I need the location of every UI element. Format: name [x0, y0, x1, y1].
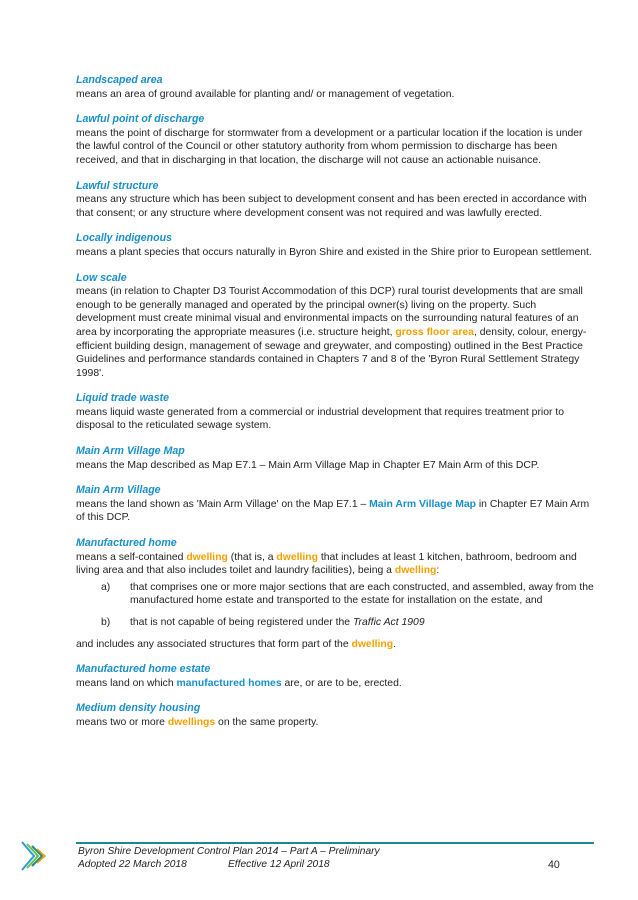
definition-entry: [76, 537, 596, 651]
definition-text: means liquid waste generated from a commercial or industrial development that requires treatment prior to disposal to the reticulated sewage system.: [76, 406, 565, 432]
list-label: b): [101, 617, 111, 628]
act-title: Traffic Act 1909: [352, 617, 425, 628]
definition-term: Manufactured home: [76, 537, 177, 550]
page-number: 40: [548, 859, 560, 871]
definition-text-part: are, or are to be, erected.: [281, 677, 402, 689]
definition-entry: [76, 663, 596, 690]
definition-entry: [76, 180, 596, 221]
definition-text: means the point of discharge for stormwater from a development or a particular location if the location is under the lawful control of the Council or other statutory authority from whom permission to discharge has been received, and that in discharging in that location, the discharge will not cause an actionable nuisance.: [76, 127, 583, 166]
definition-entry: [76, 702, 596, 729]
definition-term: Manufactured home estate: [76, 663, 211, 676]
list-text: [130, 616, 596, 630]
list-text-part: that is not capable of being registered under the: [130, 617, 353, 628]
definition-entry: [76, 113, 596, 167]
definition-text-part: on the same property.: [215, 716, 319, 728]
definition-text-part: in Chapter E7 Main Arm of this DCP.: [76, 498, 590, 524]
definition-term: Liquid trade waste: [76, 392, 170, 405]
footer-title: Byron Shire Development Control Plan 2014 – Part A – Preliminary: [78, 846, 380, 857]
definition-text: [76, 551, 596, 578]
definition-text: [76, 638, 596, 652]
definition-entry: [76, 272, 596, 381]
definition-text-part: means a self-contained: [76, 551, 187, 563]
definition-entry: [76, 484, 596, 525]
definition-text: [76, 285, 596, 380]
definition-text: means any structure which has been subject to development consent and has been erected in accordance with that consent; or any structure where development consent was not required and was lawfully erected.: [76, 194, 587, 219]
definition-text: [76, 677, 596, 691]
list-item: [76, 616, 596, 630]
footer-text: [78, 846, 578, 872]
definition-text: means the Map described as Map E7.1 – Main Arm Village Map in Chapter E7 Main Arm of this DCP.: [76, 459, 540, 471]
footer-effective: Effective 12 April 2018: [228, 858, 330, 870]
definition-text-part: and includes any associated structures that form part of the: [76, 638, 352, 650]
definition-term: Locally indigenous: [76, 232, 172, 245]
definition-term: Medium density housing: [76, 702, 201, 715]
defined-term-link[interactable]: dwelling: [276, 551, 318, 563]
definition-text-part: that includes at least 1 kitchen, bathroom, bedroom and living area and that also includes toilet and laundry facilities), being a: [76, 551, 577, 577]
list-label: a): [101, 581, 111, 593]
document-body: [76, 74, 596, 742]
definition-term: Main Arm Village Map: [76, 445, 185, 458]
footer-adopted: Adopted 22 March 2018: [78, 858, 187, 870]
definition-text: means a plant species that occurs naturally in Byron Shire and existed in the Shire prior to European settlement.: [76, 246, 592, 258]
footer-rule: [76, 842, 594, 844]
footer-dates: [78, 859, 578, 872]
defined-term-link[interactable]: dwelling: [394, 565, 437, 577]
definition-text-part: means two or more: [76, 716, 168, 728]
definition-text: [76, 498, 596, 525]
definition-text-part: means land on which: [76, 677, 177, 689]
definition-text-part: , density, colour, energy-efficient building design, management of sewage and greywater, and composting) outlined in the Best Practice Guidelines and performance standards contained in Chapters 7 and 8 of the 'Byron Rural Settlement Strategy 1998'.: [76, 326, 587, 379]
map-link[interactable]: Main Arm Village Map: [369, 498, 476, 510]
definition-text-part: means the land shown as 'Main Arm Village' on the Map E7.1 –: [76, 498, 370, 510]
defined-term-link[interactable]: dwellings: [167, 716, 216, 728]
definition-text: means an area of ground available for planting and/ or management of vegetation.: [76, 88, 455, 100]
list-item: [76, 581, 596, 608]
council-logo-icon: [20, 838, 48, 874]
definition-term: Landscaped area: [76, 74, 163, 86]
list-text: that comprises one or more major sections that are each constructed, and assembled, away from the manufactured home estate and transported to the estate for installation on the estate, and: [130, 581, 594, 607]
defined-term-link[interactable]: dwelling: [351, 638, 394, 650]
definition-text-part: (that is, a: [227, 551, 277, 563]
definition-text-part: :: [436, 565, 440, 577]
definition-term: Lawful point of discharge: [76, 113, 205, 126]
definition-term: Main Arm Village: [76, 484, 161, 497]
definition-entry: [76, 232, 596, 259]
definition-entry: [76, 392, 596, 433]
definition-entry: [76, 74, 596, 101]
definition-text: [76, 716, 596, 730]
definition-term: Low scale: [76, 271, 127, 284]
definition-text-part: .: [393, 638, 396, 650]
defined-term-link[interactable]: dwelling: [186, 551, 228, 563]
definition-entry: [76, 445, 596, 472]
definition-text-part: means (in relation to Chapter D3 Tourist Accommodation of this DCP) rural tourist developments that are small enough to be generally managed and operated by the principal owner(s) living on the property. Such development must create minimal visual and environmental impacts on the surrounding natural features of an area by incorporating the appropriate measures (i.e. structure height,: [76, 286, 583, 338]
defined-term-link[interactable]: manufactured homes: [176, 677, 282, 689]
defined-term-link[interactable]: gross floor area: [395, 326, 474, 338]
definition-term: Lawful structure: [76, 179, 159, 192]
